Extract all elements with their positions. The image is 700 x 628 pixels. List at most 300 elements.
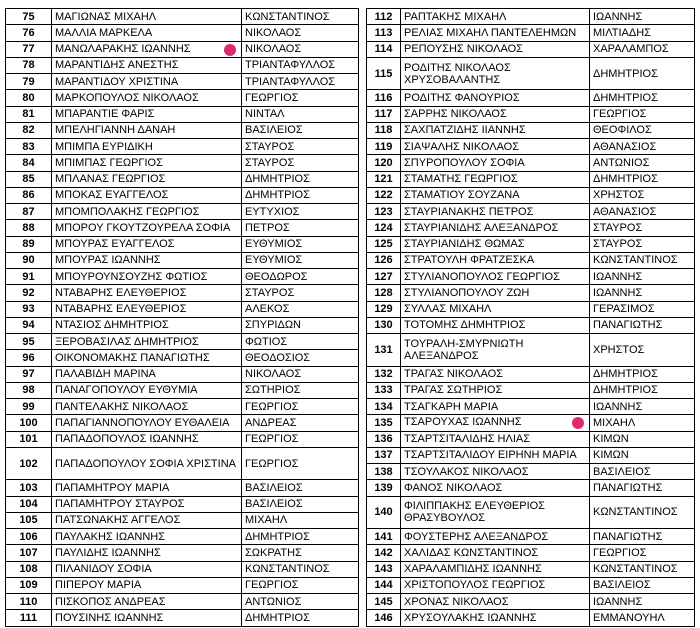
father-name-cell — [242, 366, 359, 382]
table-row — [367, 25, 695, 41]
row-number: 117 — [374, 108, 393, 121]
row-number-cell — [367, 447, 401, 463]
person-name: ΠΑΠΑΔΟΠΟΥΛΟΣ ΙΩΑΝΝΗΣ — [55, 433, 199, 446]
father-name: ΣΩΤΗΡΙΟΣ — [245, 384, 301, 397]
row-number: 126 — [374, 254, 393, 267]
row-number-cell — [6, 74, 52, 90]
father-name: ΠΕΤΡΟΣ — [245, 221, 290, 234]
person-name-cell — [52, 269, 242, 285]
father-name: ΙΩΑΝΝΗΣ — [593, 10, 643, 23]
person-name-cell — [401, 529, 590, 545]
row-number: 89 — [22, 238, 35, 251]
table-row — [367, 366, 695, 382]
father-name-cell — [590, 594, 695, 610]
row-number: 110 — [19, 595, 38, 608]
person-name-cell — [401, 399, 590, 415]
row-number-cell — [367, 139, 401, 155]
father-name: ΣΤΑΥΡΟΣ — [245, 156, 295, 169]
highlight-dot-icon — [572, 417, 584, 429]
row-number-cell — [367, 25, 401, 41]
row-number-cell — [367, 610, 401, 626]
row-number: 106 — [19, 530, 38, 543]
father-name: ΑΘΑΝΑΣΙΟΣ — [593, 140, 657, 153]
father-name-cell — [242, 480, 359, 496]
father-name: ΚΩΝΣΤΑΝΤΙΝΟΣ — [245, 10, 330, 23]
father-name: ΝΙΚΟΛΑΟΣ — [245, 26, 302, 39]
row-number-cell — [367, 464, 401, 480]
row-number-cell — [6, 480, 52, 496]
father-name-cell — [242, 431, 359, 447]
row-number-cell — [6, 204, 52, 220]
row-number-cell — [6, 220, 52, 236]
father-name: ΔΗΜΗΤΡΙΟΣ — [593, 67, 658, 80]
person-name-cell — [401, 334, 590, 367]
table-row — [367, 90, 695, 106]
row-number-cell — [367, 252, 401, 268]
father-name: ΘΕΟΔΩΡΟΣ — [245, 270, 308, 283]
person-name-cell — [401, 447, 590, 463]
person-name: ΜΠΟΥΡΟΥΝΣΟΥΖΗΣ ΦΩΤΙΟΣ — [55, 270, 208, 283]
row-number-cell — [367, 366, 401, 382]
person-name-cell — [52, 545, 242, 561]
table-row — [367, 220, 695, 236]
table-row — [6, 431, 359, 447]
father-name-cell — [590, 577, 695, 593]
row-number: 80 — [22, 91, 35, 104]
row-number: 130 — [374, 319, 393, 332]
table-row — [367, 561, 695, 577]
person-name: ΧΑΡΑΛΑΜΠΙΔΗΣ ΙΩΑΝΝΗΣ — [404, 563, 542, 576]
row-number: 98 — [22, 384, 35, 397]
table-row — [6, 610, 359, 626]
father-name: ΧΡΗΣΤΟΣ — [593, 343, 645, 356]
person-name-cell — [401, 545, 590, 561]
row-number-cell — [367, 317, 401, 333]
father-name-cell — [242, 415, 359, 431]
father-name-cell — [242, 350, 359, 366]
father-name: ΕΜΜΑΝΟΥΗΛ — [593, 611, 665, 624]
father-name: ΜΙΧΑΗΛ — [593, 416, 636, 429]
row-number-cell — [6, 545, 52, 561]
person-name-cell — [52, 106, 242, 122]
row-number: 140 — [374, 506, 393, 519]
father-name: ΓΕΩΡΓΙΟΣ — [245, 400, 299, 413]
person-name: ΝΤΑΣΙΟΣ ΔΗΜΗΤΡΙΟΣ — [55, 319, 169, 332]
row-number: 75 — [22, 10, 35, 23]
row-number-cell — [6, 155, 52, 171]
row-number-cell — [6, 269, 52, 285]
father-name-cell — [590, 545, 695, 561]
father-name-cell — [242, 512, 359, 528]
row-number: 135 — [374, 416, 393, 429]
person-name-cell — [401, 41, 590, 57]
person-name-cell — [401, 220, 590, 236]
table-row — [6, 480, 359, 496]
table-row — [6, 155, 359, 171]
row-number-cell — [6, 529, 52, 545]
person-name: ΠΑΠΑΜΗΤΡΟΥ ΜΑΡΙΑ — [55, 481, 170, 494]
table-row — [6, 496, 359, 512]
row-number-cell — [367, 106, 401, 122]
person-name: ΤΣΑΡΤΣΙΤΑΛΙΔΟΥ ΕΙΡΗΝΗ ΜΑΡΙΑ — [404, 449, 577, 462]
father-name: ΚΩΝΣΤΑΝΤΙΝΟΣ — [593, 563, 678, 576]
father-name: ΠΑΝΑΓΙΩΤΗΣ — [593, 481, 663, 494]
row-number-cell — [6, 9, 52, 25]
table-row — [6, 561, 359, 577]
row-number: 131 — [374, 343, 393, 356]
table-row — [6, 122, 359, 138]
person-name-cell — [52, 399, 242, 415]
person-name: ΤΣΑΡΤΣΙΤΑΛΙΔΗΣ ΗΛΙΑΣ — [404, 433, 531, 446]
row-number: 133 — [374, 384, 393, 397]
row-number-cell — [367, 155, 401, 171]
row-number-cell — [6, 431, 52, 447]
row-number-cell — [367, 187, 401, 203]
father-name-cell — [242, 220, 359, 236]
person-name: ΜΑΡΚΟΠΟΥΛΟΣ ΝΙΚΟΛΑΟΣ — [55, 91, 199, 104]
row-number-cell — [6, 366, 52, 382]
father-name-cell — [590, 399, 695, 415]
row-number-cell — [367, 285, 401, 301]
father-name-cell — [242, 301, 359, 317]
father-name: ΙΩΑΝΝΗΣ — [593, 400, 643, 413]
row-number: 103 — [19, 481, 38, 494]
father-name: ΣΠΥΡΙΔΩΝ — [245, 319, 301, 332]
person-name-cell — [401, 25, 590, 41]
father-name-cell — [590, 529, 695, 545]
father-name-cell — [242, 382, 359, 398]
person-name-cell — [52, 350, 242, 366]
father-name-cell — [242, 57, 359, 73]
father-name: ΔΗΜΗΤΡΙΟΣ — [593, 91, 658, 104]
person-name: ΠΑΠΑΓΙΑΝΝΟΠΟΥΛΟΥ ΕΥΘΑΛΕΙΑ — [55, 416, 230, 429]
person-name: ΠΑΝΑΓΟΠΟΥΛΟΥ ΕΥΘΥΜΙΑ — [55, 384, 198, 397]
person-name-cell — [52, 285, 242, 301]
person-name: ΠΑΥΛΑΚΗΣ ΙΩΑΝΝΗΣ — [55, 530, 166, 543]
father-name-cell — [242, 269, 359, 285]
person-name-cell — [401, 9, 590, 25]
row-number-cell — [367, 399, 401, 415]
father-name: ΘΕΟΔΟΣΙΟΣ — [245, 351, 311, 364]
row-number: 120 — [374, 156, 393, 169]
father-name-cell — [590, 187, 695, 203]
person-name: ΠΑΤΣΩΝΑΚΗΣ ΑΓΓΕΛΟΣ — [55, 514, 181, 527]
table-row — [367, 285, 695, 301]
father-name: ΓΕΩΡΓΙΟΣ — [245, 579, 299, 592]
father-name: ΔΗΜΗΤΡΙΟΣ — [245, 530, 310, 543]
row-number: 124 — [374, 221, 393, 234]
row-number: 127 — [374, 270, 393, 283]
person-name: ΣΤΑΥΡΙΑΝΙΔΗΣ ΑΛΕΞΑΝΔΡΟΣ — [404, 221, 559, 234]
person-name: ΦΑΝΟΣ ΝΙΚΟΛΑΟΣ — [404, 481, 503, 494]
father-name: ΜΙΧΑΗΛ — [245, 514, 288, 527]
row-number-cell — [367, 122, 401, 138]
row-number: 86 — [22, 189, 35, 202]
row-number: 112 — [374, 10, 393, 23]
table-row — [6, 594, 359, 610]
row-number-cell — [367, 57, 401, 90]
row-number: 129 — [374, 303, 393, 316]
person-name-cell — [401, 496, 590, 529]
person-name: ΜΠΙΜΠΑ ΕΥΡΙΔΙΚΗ — [55, 140, 153, 153]
person-name-cell — [52, 252, 242, 268]
table-row — [6, 366, 359, 382]
person-name-cell — [52, 529, 242, 545]
table-row — [6, 25, 359, 41]
father-name: ΑΘΑΝΑΣΙΟΣ — [593, 205, 657, 218]
person-name-cell — [52, 171, 242, 187]
father-name-cell — [590, 204, 695, 220]
father-name-cell — [590, 431, 695, 447]
row-number-cell — [367, 561, 401, 577]
person-name: ΦΙΛΙΠΠΑΚΗΣ ΕΛΕΥΘΕΡΙΟΣ ΘΡΑΣΥΒΟΥΛΟΣ — [404, 500, 545, 525]
person-name: ΞΕΡΟΒΑΣΙΛΑΣ ΔΗΜΗΤΡΙΟΣ — [55, 335, 199, 348]
father-name-cell — [590, 236, 695, 252]
person-name-cell — [401, 236, 590, 252]
father-name: ΕΥΤΥΧΙΟΣ — [245, 205, 300, 218]
row-number: 119 — [374, 140, 393, 153]
row-number: 87 — [22, 205, 35, 218]
row-number: 111 — [19, 611, 38, 624]
person-name: ΜΑΛΛΙΑ ΜΑΡΚΕΛΑ — [55, 26, 153, 39]
person-name: ΤΡΑΓΑΣ ΣΩΤΗΡΙΟΣ — [404, 384, 503, 397]
row-number-cell — [6, 399, 52, 415]
row-number: 139 — [374, 481, 393, 494]
row-number-cell — [6, 90, 52, 106]
person-name: ΜΠΟΥΡΑΣ ΙΩΑΝΝΗΣ — [55, 254, 161, 267]
father-name: ΙΩΑΝΝΗΣ — [593, 286, 643, 299]
person-name: ΧΡΟΝΑΣ ΝΙΚΟΛΑΟΣ — [404, 595, 509, 608]
highlight-dot-icon — [224, 44, 236, 56]
father-name-cell — [590, 480, 695, 496]
row-number-cell — [6, 350, 52, 366]
person-name: ΠΙΣΚΟΠΟΣ ΑΝΔΡΕΑΣ — [55, 595, 166, 608]
father-name-cell — [590, 447, 695, 463]
person-name: ΠΙΛΑΝΙΔΟΥ ΣΟΦΙΑ — [55, 563, 152, 576]
row-number-cell — [367, 41, 401, 57]
row-number-cell — [367, 594, 401, 610]
table-row — [367, 610, 695, 626]
person-name: ΜΠΟΥΡΑΣ ΕΥΑΓΓΕΛΟΣ — [55, 238, 175, 251]
father-name-cell — [242, 577, 359, 593]
father-name: ΙΩΑΝΝΗΣ — [593, 595, 643, 608]
row-number-cell — [6, 252, 52, 268]
row-number-cell — [6, 187, 52, 203]
father-name: ΚΙΜΩΝ — [593, 433, 629, 446]
person-name: ΜΑΓΙΩΝΑΣ ΜΙΧΑΗΛ — [55, 10, 157, 23]
row-number: 142 — [374, 546, 393, 559]
row-number: 102 — [19, 457, 38, 470]
person-name-cell — [401, 577, 590, 593]
table-row — [367, 545, 695, 561]
person-name: ΠΙΠΕΡΟΥ ΜΑΡΙΑ — [55, 579, 142, 592]
person-name: ΣΤΑΜΑΤΙΟΥ ΣΟΥΖΑΝΑ — [404, 189, 520, 202]
person-name: ΤΣΟΥΛΑΚΟΣ ΝΙΚΟΛΑΟΣ — [404, 465, 529, 478]
row-number-cell — [6, 139, 52, 155]
row-number-cell — [6, 447, 52, 480]
father-name: ΓΕΩΡΓΙΟΣ — [245, 457, 299, 470]
row-number: 81 — [22, 108, 35, 121]
row-number-cell — [367, 431, 401, 447]
table-row — [6, 139, 359, 155]
table-row — [6, 382, 359, 398]
row-number-cell — [367, 9, 401, 25]
person-name-cell — [401, 171, 590, 187]
father-name: ΒΑΣΙΛΕΙΟΣ — [245, 498, 303, 511]
row-number: 141 — [374, 530, 393, 543]
father-name: ΣΤΑΥΡΟΣ — [593, 238, 643, 251]
person-name: ΣΤΥΛΙΑΝΟΠΟΥΛΟΥ ΖΩΗ — [404, 286, 530, 299]
father-name: ΝΙΝΤΑΛ — [245, 108, 285, 121]
father-name-cell — [590, 301, 695, 317]
father-name-cell — [242, 594, 359, 610]
person-name-cell — [52, 415, 242, 431]
row-number: 101 — [19, 433, 38, 446]
left-name-table — [5, 8, 359, 627]
row-number-cell — [367, 334, 401, 367]
father-name-cell — [242, 204, 359, 220]
person-name: ΟΙΚΟΝΟΜΑΚΗΣ ΠΑΝΑΓΙΩΤΗΣ — [55, 351, 210, 364]
father-name: ΠΑΝΑΓΙΩΤΗΣ — [593, 319, 663, 332]
father-name-cell — [242, 74, 359, 90]
person-name: ΧΑΛΙΔΑΣ ΚΩΝΣΤΑΝΤΙΝΟΣ — [404, 546, 539, 559]
father-name-cell — [590, 464, 695, 480]
row-number-cell — [367, 577, 401, 593]
person-name: ΡΕΛΙΑΣ ΜΙΧΑΗΛ ΠΑΝΤΕΛΕΗΜΩΝ — [404, 26, 577, 39]
table-row — [6, 301, 359, 317]
row-number: 138 — [374, 465, 393, 478]
father-name: ΓΕΡΑΣΙΜΟΣ — [593, 303, 655, 316]
person-name: ΡΕΠΟΥΣΗΣ ΝΙΚΟΛΑΟΣ — [404, 43, 523, 56]
person-name-cell — [52, 431, 242, 447]
row-number: 85 — [22, 173, 35, 186]
table-row — [6, 317, 359, 333]
person-name: ΣΤΥΛΙΑΝΟΠΟΥΛΟΣ ΓΕΩΡΓΙΟΣ — [404, 270, 560, 283]
person-name-cell — [401, 285, 590, 301]
father-name-cell — [590, 561, 695, 577]
person-name: ΡΟΔΙΤΗΣ ΝΙΚΟΛΑΟΣ ΧΡΥΣΟΒΑΛΑΝΤΗΣ — [404, 61, 511, 86]
row-number: 137 — [374, 449, 393, 462]
person-name-cell — [52, 41, 242, 57]
person-name-cell — [401, 252, 590, 268]
father-name-cell — [242, 187, 359, 203]
person-name-cell — [401, 139, 590, 155]
row-number: 132 — [374, 368, 393, 381]
row-number: 91 — [22, 270, 35, 283]
row-number-cell — [367, 236, 401, 252]
table-row — [6, 447, 359, 480]
father-name: ΣΤΑΥΡΟΣ — [245, 286, 295, 299]
table-row — [367, 317, 695, 333]
person-name-cell — [401, 122, 590, 138]
table-row — [6, 545, 359, 561]
row-number-cell — [6, 122, 52, 138]
person-name: ΜΑΝΩΛΑΡΑΚΗΣ ΙΩΑΝΝΗΣ — [55, 42, 191, 55]
father-name: ΔΗΜΗΤΡΙΟΣ — [593, 384, 658, 397]
person-name: ΠΑΝΤΕΛΑΚΗΣ ΝΙΚΟΛΑΟΣ — [55, 400, 189, 413]
person-name-cell — [52, 139, 242, 155]
father-name-cell — [242, 155, 359, 171]
person-name-cell — [52, 610, 242, 626]
father-name: ΓΕΩΡΓΙΟΣ — [593, 546, 647, 559]
father-name-cell — [590, 269, 695, 285]
table-row — [367, 480, 695, 496]
row-number: 77 — [22, 43, 35, 56]
father-name: ΚΩΝΣΤΑΝΤΙΝΟΣ — [245, 563, 330, 576]
row-number-cell — [367, 529, 401, 545]
row-number: 121 — [374, 173, 393, 186]
row-number-cell — [367, 220, 401, 236]
row-number: 82 — [22, 124, 35, 137]
father-name: ΑΛΕΚΟΣ — [245, 303, 290, 316]
row-number: 128 — [374, 286, 393, 299]
father-name-cell — [242, 171, 359, 187]
person-name-cell — [401, 415, 590, 431]
person-name: ΠΑΠΑΜΗΤΡΟΥ ΣΤΑΥΡΟΣ — [55, 498, 185, 511]
row-number: 107 — [19, 546, 38, 559]
row-number-cell — [6, 236, 52, 252]
person-name-cell — [52, 480, 242, 496]
row-number-cell — [6, 41, 52, 57]
row-number: 144 — [374, 579, 393, 592]
table-row — [367, 301, 695, 317]
person-name-cell — [52, 122, 242, 138]
father-name-cell — [242, 90, 359, 106]
table-row — [367, 594, 695, 610]
person-name-cell — [52, 594, 242, 610]
table-row — [367, 447, 695, 463]
person-name-cell — [52, 577, 242, 593]
father-name: ΔΗΜΗΤΡΙΟΣ — [245, 189, 310, 202]
table-row — [6, 512, 359, 528]
table-row — [367, 269, 695, 285]
father-name-cell — [590, 122, 695, 138]
person-name-cell — [52, 57, 242, 73]
row-number-cell — [6, 57, 52, 73]
row-number: 109 — [19, 579, 38, 592]
father-name-cell — [590, 317, 695, 333]
row-number: 90 — [22, 254, 35, 267]
row-number: 125 — [374, 238, 393, 251]
person-name-cell — [401, 561, 590, 577]
person-name: ΧΡΙΣΤΟΠΟΥΛΟΣ ΓΕΩΡΓΙΟΣ — [404, 579, 546, 592]
table-row — [367, 236, 695, 252]
person-name: ΜΠΟΚΑΣ ΕΥΑΓΓΕΛΟΣ — [55, 189, 169, 202]
father-name-cell — [590, 415, 695, 431]
person-name-cell — [52, 25, 242, 41]
person-name: ΜΠΙΜΠΑΣ ΓΕΩΡΓΙΟΣ — [55, 156, 163, 169]
person-name-cell — [52, 236, 242, 252]
row-number: 146 — [374, 611, 393, 624]
father-name: ΔΗΜΗΤΡΙΟΣ — [245, 611, 310, 624]
father-name: ΚΙΜΩΝ — [593, 449, 629, 462]
father-name-cell — [590, 139, 695, 155]
row-number-cell — [6, 301, 52, 317]
table-row — [6, 171, 359, 187]
father-name: ΒΑΣΙΛΕΙΟΣ — [593, 465, 651, 478]
row-number: 113 — [374, 26, 393, 39]
row-number: 108 — [19, 563, 38, 576]
father-name-cell — [242, 561, 359, 577]
father-name: ΦΩΤΙΟΣ — [245, 335, 288, 348]
father-name: ΝΙΚΟΛΑΟΣ — [245, 43, 302, 56]
table-row — [367, 155, 695, 171]
father-name: ΕΥΘΥΜΙΟΣ — [245, 254, 303, 267]
table-row — [6, 74, 359, 90]
person-name: ΝΤΑΒΑΡΗΣ ΕΛΕΥΘΕΡΙΟΣ — [55, 303, 187, 316]
row-number-cell — [367, 415, 401, 431]
father-name-cell — [590, 171, 695, 187]
